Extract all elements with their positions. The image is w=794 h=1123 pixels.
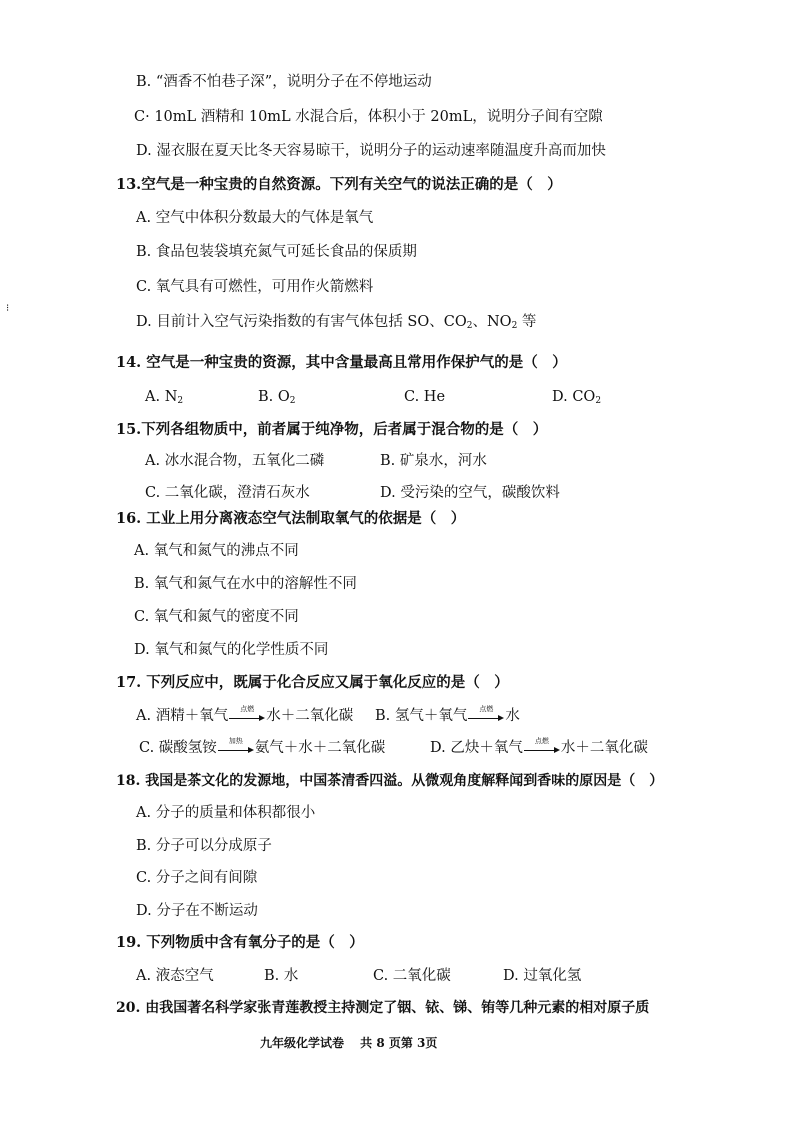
q14-option-d: D. $CO_2$ — [552, 389, 602, 406]
q19-option-b: B. 水 — [264, 968, 299, 984]
q16-option-d: D. 氧气和氮气的化学性质不同 — [134, 642, 329, 658]
q18-option-d: D. 分子在不断运动 — [136, 903, 258, 919]
q13-option-d: D. 目前计入空气污染指数的有害气体包括 SO、$CO_2$、$NO_2$ 等 — [136, 314, 537, 331]
q15-option-d: D. 受污染的空气，碳酸饮料 — [380, 485, 560, 501]
q18-stem: 18. 我国是茶文化的发源地，中国茶清香四溢。从微观角度解释闻到香味的原因是（ ） — [116, 773, 664, 789]
q16-stem: 16. 工业上用分离液态空气法制取氧气的依据是（ ） — [116, 510, 466, 527]
q12-option-d: D. 湿衣服在夏天比冬天容易晾干，说明分子的运动速率随温度升高而加快 — [136, 143, 606, 159]
q12-option-c: C· 10mL 酒精和 10mL 水混合后，体积小于 20mL，说明分子间有空隙 — [134, 109, 603, 125]
q19-option-c: C. 二氧化碳 — [373, 968, 451, 984]
q14-option-b: B. $O_2$ — [258, 389, 296, 406]
q19-option-a: A. 液态空气 — [136, 968, 214, 984]
q17-stem: 17. 下列反应中，既属于化合反应又属于氧化反应的是（ ） — [116, 674, 509, 691]
q18-option-c: C. 分子之间有间隙 — [136, 870, 258, 886]
reaction-arrow-icon: 点燃 — [468, 710, 504, 722]
q17-option-d: D. 乙炔＋氧气 点燃 水＋二氧化碳 — [430, 737, 648, 756]
q17-option-c: C. 碳酸氢铵 加热 氨气＋水＋二氧化碳 — [139, 737, 386, 756]
q14-stem: 14. 空气是一种宝贵的资源，其中含量最高且常用作保护气的是（ ） — [116, 354, 567, 371]
q13-option-c: C. 氧气具有可燃性，可用作火箭燃料 — [136, 279, 374, 295]
scan-mark: ⁝ — [6, 303, 10, 314]
q19-stem: 19. 下列物质中含有氧分子的是（ ） — [116, 934, 364, 951]
q16-option-c: C. 氧气和氮气的密度不同 — [134, 609, 299, 625]
reaction-arrow-icon: 点燃 — [524, 742, 560, 754]
reaction-arrow-icon: 加热 — [218, 742, 254, 754]
q13-option-b: B. 食品包装袋填充氮气可延长食品的保质期 — [136, 244, 417, 260]
q20-stem: 20. 由我国著名科学家张青莲教授主持测定了铟、铱、锑、铕等几种元素的相对原子质 — [116, 1000, 650, 1016]
q15-option-b: B. 矿泉水，河水 — [380, 453, 487, 469]
reaction-arrow-icon: 点燃 — [229, 710, 265, 722]
q18-option-b: B. 分子可以分成原子 — [136, 838, 272, 854]
q12-option-b: B. “酒香不怕巷子深”，说明分子在不停地运动 — [136, 74, 432, 90]
q15-stem: 15.下列各组物质中，前者属于纯净物，后者属于混合物的是（ ） — [116, 421, 548, 438]
q16-option-a: A. 氧气和氮气的沸点不同 — [134, 543, 299, 559]
q14-option-c: C. He — [404, 389, 446, 405]
q17-option-b: B. 氢气＋氧气 点燃 水 — [375, 705, 520, 724]
q16-option-b: B. 氧气和氮气在水中的溶解性不同 — [134, 576, 357, 592]
q18-option-a: A. 分子的质量和体积都很小 — [136, 805, 316, 821]
page-footer: 九年级化学试卷 共 8 页第 3页 — [260, 1036, 438, 1050]
q15-option-a: A. 冰水混合物，五氧化二磷 — [145, 453, 325, 469]
q14-option-a: A. $N_2$ — [145, 389, 184, 406]
q13-stem: 13.空气是一种宝贵的自然资源。下列有关空气的说法正确的是（ ） — [116, 176, 562, 193]
q17-option-a: A. 酒精＋氧气 点燃 水＋二氧化碳 — [136, 705, 354, 724]
q15-option-c: C. 二氧化碳，澄清石灰水 — [145, 485, 310, 501]
q13-option-a: A. 空气中体积分数最大的气体是氧气 — [136, 210, 374, 226]
q19-option-d: D. 过氧化氢 — [503, 968, 582, 984]
